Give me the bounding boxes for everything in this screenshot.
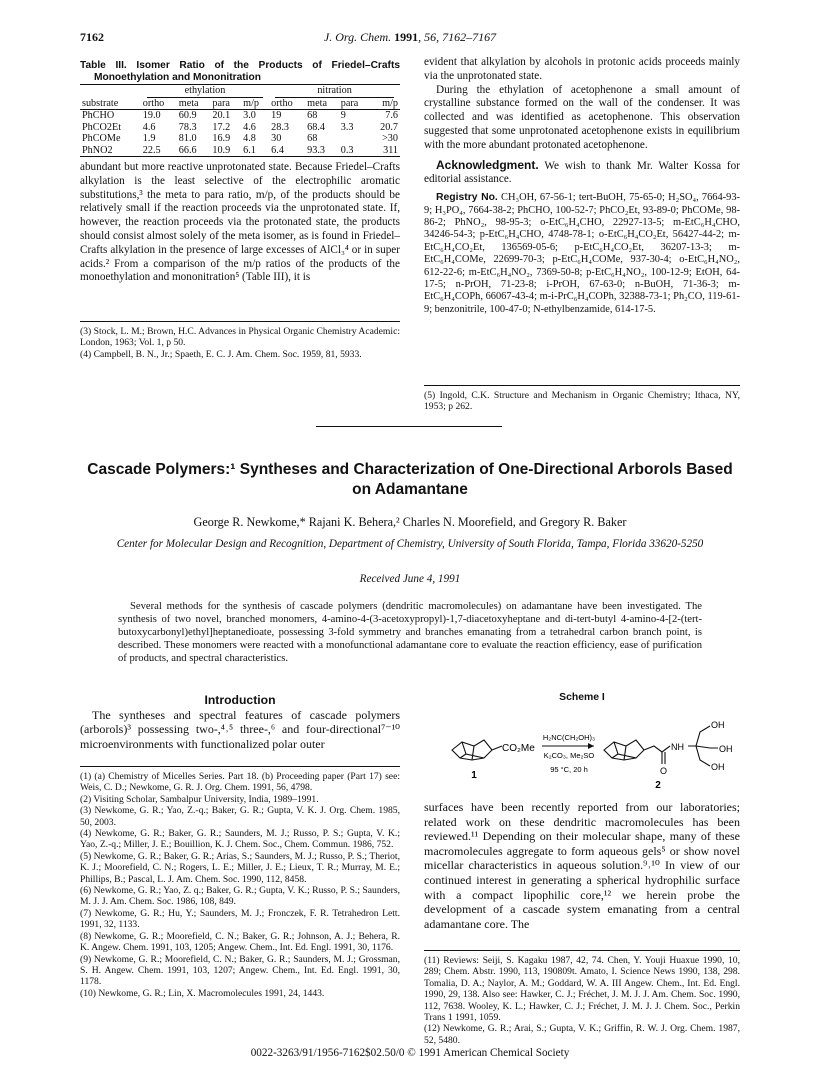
substrate-cell: PhCOMe	[82, 133, 121, 144]
conditions-label: K₂CO₃, Me₂SO	[543, 751, 595, 760]
compound-1-label: 1	[471, 770, 477, 781]
table-row	[80, 122, 400, 134]
footnotes-intro-left	[80, 766, 400, 999]
abstract	[118, 600, 702, 665]
column-header: substrate	[82, 97, 119, 109]
footnote: (7) Newkome, G. R.; Hu, Y.; Saunders, M. J.; Fronczek, F. R. Tetrahedron Lett. 1991, 32, 1133.	[80, 907, 400, 931]
running-header	[80, 30, 740, 46]
footnote: (3) Newkome, G. R.; Yao, Z.-q.; Baker, G. R.; Gupta, V. K. J. Org. Chem. 1985, 50, 2003.	[80, 805, 400, 828]
substrate-cell: PhNO2	[82, 144, 113, 156]
footnote: (10) Newkome, G. R.; Lin, X. Macromolecules 1991, 24, 1443.	[80, 987, 325, 999]
page-footer: 0022-3263/91/1956-7162$02.50/0 © 1991 American Chemical Society	[250, 1047, 570, 1059]
table-cell: 68	[307, 110, 318, 121]
footnote: (9) Newkome, G. R.; Moorefield, C. N.; Baker, G. R.; Saunders, M. J.; Grossman, S. H. Angew. Chem. 1991, 103, 1207; Angew. Chem., Int. Ed. Engl. 1991, 30, 1178.	[80, 953, 400, 988]
article-title: Cascade Polymers:¹ Syntheses and Characterization of One-Directional Arborols Based on Adamantane	[87, 461, 733, 498]
adamantane-2-icon	[604, 740, 644, 760]
footnotes-intro-right	[424, 950, 740, 1046]
footnote: (6) Newkome, G. R.; Yao, Z. q.; Baker, G. R.; Gupta, V. K.; Russo, P. S.; Saunders, M. J. J. Am. Chem. Soc. 1986, 108, 849.	[80, 885, 400, 908]
carbonyl-o-label: O	[659, 766, 668, 776]
right-column-intro	[424, 800, 740, 931]
introduction-section	[80, 694, 400, 752]
column-header: m/p	[382, 97, 398, 109]
table-cell: 6.4	[271, 144, 284, 156]
table-row	[80, 110, 400, 122]
substrate-cell: PhCO2Et	[82, 121, 122, 133]
journal-citation: J. Org. Chem. 1991, 56, 7162–7167	[323, 30, 497, 44]
table-cell: 68.4	[307, 121, 325, 133]
column-header: meta	[178, 97, 199, 109]
table-cell: 30	[271, 133, 282, 144]
scheme-reaction	[444, 712, 740, 792]
table-cell	[339, 133, 369, 145]
footnote: (4) Newkome, G. R.; Baker, G. R.; Saunders, M. J.; Russo, P. S.; Gupta, V. K.; Yao, Z.-q.; Miller, J. E.; Bouillion, K. J. Chem. Soc., Chem. Commun. 1986, 752.	[80, 828, 400, 851]
table-header-row	[80, 98, 400, 110]
table-row	[80, 145, 400, 157]
column-header: ortho	[142, 97, 165, 109]
footnote: (12) Newkome, G. R.; Arai, S.; Gupta, V. K.; Griffin, R. W. J. Org. Chem. 1987, 52, 5480.	[424, 1023, 740, 1046]
page-number: 7162	[80, 30, 104, 44]
hydroxyl-label: OH	[719, 744, 733, 754]
column-header: meta	[307, 97, 327, 109]
temperature-label: 95 °C, 20 h	[550, 765, 588, 774]
compound-2-label: 2	[655, 780, 661, 791]
table-cell: >30	[382, 133, 398, 144]
body-paragraph: evident that alkylation by alcohols in protonic acids proceeds mainly via the unprotonated state.	[424, 56, 740, 82]
table-cell: 17.2	[212, 121, 231, 133]
table-cell: 0.3	[340, 144, 354, 156]
group-header-ethylation: ethylation	[141, 85, 269, 98]
received-date: Received June 4, 1991	[359, 573, 461, 585]
table-cell: 19.0	[142, 110, 161, 121]
table-cell: 60.9	[178, 110, 197, 121]
column-header: ortho	[271, 97, 293, 109]
table-cell: 68	[307, 133, 318, 144]
section-heading: Introduction	[204, 693, 276, 707]
body-paragraph: surfaces have been recently reported from our laboratories; related work on these dendritic macromolecules has been reviewed.¹¹ Depending on their molecular shape, many of these macromolecules aggregate to form aqueous gels⁵ or show novel micellar characteristics in aqueous solution.⁹˒¹⁰ In view of our continued interest in generating a spherical hydrophilic surface with a compact lipophilic core,¹² we herein probe the development of a cascade system emanating from a central adamantane core. The	[424, 800, 740, 931]
table-cell: 3.0	[243, 110, 256, 121]
table-cell: 78.3	[178, 121, 197, 133]
table-cell: 6.1	[243, 144, 256, 156]
table-cell: 16.9	[212, 133, 231, 144]
footnotes-left-top	[80, 321, 400, 360]
table-cell: 4.6	[142, 121, 156, 133]
table-cell: 93.3	[307, 144, 325, 156]
registry-numbers: Registry No. CH₃OH, 67-56-1; tert-BuOH, 75-65-0; H₂SO₄, 7664-93-9; H₃PO₄, 7664-38-2; PhCHO, 100-52-7; PhCO₂Et, 93-89-0; PhCOMe, 98-86-2; PhNO₂, 98-95-3; o-EtC₆H₄CHO, 22927-13-5; m-EtC₆H₄CHO, 34246-54-3; p-EtC₆H₄CHO, 4748-78-1; o-EtC₆H₄CO₂Et, 56427-44-2; m-EtC₆H₄CO₂Et, 136569-05-6; p-EtC₆H₄CO₂Et, 36207-13-3; m-EtC₆H₄COMe, 22699-70-3; p-EtC₆H₄COMe, 937-30-4; o-EtC₆H₄NO₂, 612-22-6; m-EtC₆H₄NO₂, 7369-50-8; p-EtC₆H₄NO₂, 100-12-9; EtOH, 64-17-5; n-PrOH, 71-23-8; i-PrOH, 67-63-0; n-BuOH, 71-36-3; m-EtC₆H₄COPh, 66067-43-4; m-i-PrC₆H₄COPh, 32388-73-1; Ph₂CO, 119-61-9; benzonitrile, 100-47-0; N-ethylbenzamide, 614-17-5.	[424, 192, 740, 315]
adamantane-1-icon	[452, 740, 492, 760]
article-separator	[316, 426, 502, 427]
footnotes-right-top	[424, 385, 740, 413]
body-paragraph: During the ethylation of acetophenone a small amount of crystalline substance formed on the wall of the condenser. It was collected and was identified as acetophenone. This observation suggested that some unprotonated acetophenone exists in equilibrium with the more abundant protonated acetophenone.	[424, 83, 740, 151]
substrate-cell: PhCHO	[82, 110, 115, 121]
table-cell: 7.6	[385, 110, 398, 121]
column-header: para	[340, 97, 359, 109]
column-header: para	[212, 97, 230, 109]
isomer-ratio-table	[80, 84, 400, 157]
table-cell: 4.6	[243, 121, 256, 133]
column-header: m/p	[243, 97, 260, 109]
table-cell: 66.6	[178, 144, 197, 156]
table-cell: 10.9	[212, 144, 231, 156]
footnote: (2) Visiting Scholar, Sambalpur University, India, 1989–1991.	[80, 793, 319, 805]
table-cell: 4.8	[243, 133, 256, 144]
nh-label: NH	[671, 742, 684, 752]
footnote: (11) Reviews: Seiji, S. Kagaku 1987, 42, 74. Chen, Y. Youji Huaxue 1990, 10, 289; Chem. Abstr. 1990, 113, 190809t. Amato, I. Science News 1990, 138, 298. Tomalia, D. A.; Naylor, A. M.; Goddard, W. A. III Angew. Chem., Int. Ed. Engl. 1990, 29, 138. Also see: Hawker, C. J.; Fréchet, J. M. J. J. Am. Chem. Soc. 1990, 112, 7638. Wooley, K. L.; Hawker, C. J.; Fréchet, J. M. J. J. Chem. Soc., Perkin Trans 1 1991, 1059.	[424, 955, 740, 1024]
abstract-text: Several methods for the synthesis of cascade polymers (dendritic macromolecules) on adamantane have been investigated. The synthesis of two novel, branched monomers, 4-amino-4-(3-acetoxypropyl)-1,7-diacetoxyheptane and di-tert-butyl 4-amino-4-[2-(tert-butoxycarbonyl)ethyl]heptanedioate, possessing 3-fold symmetry and branches emanating from a tetrahedral carbon branch point, is described. These monomers were reacted with a monofunctional adamantane core to evaluate the reaction efficiency, ease of purification of products, and spectral characteristics.	[118, 601, 702, 664]
table-cell: 20.7	[380, 121, 398, 133]
table-row	[80, 133, 400, 145]
footnote: (1) (a) Chemistry of Micelles Series. Part 18. (b) Proceeding paper (Part 17) see: Weis, C. D.; Newkome, G. R. J. Org. Chem. 1991, 56, 4798.	[80, 771, 400, 794]
footnote: (5) Newkome, G. R.; Baker, G. R.; Arias, S.; Saunders, M. J.; Russo, P. S.; Theriot, K. J.; Moorefield, C. N.; Rogers, L. E.; Miller, J. E.; Lieux, T. R.; Murray, M. E.; Phillips, B.; Pascal, L. J. Am. Chem. Soc. 1990, 112, 8458.	[80, 850, 400, 885]
acknowledgment: Acknowledgment. We wish to thank Mr. Walter Kossa for editorial assistance.	[424, 157, 740, 186]
table-cell: 20.1	[212, 110, 231, 121]
article-authors: George R. Newkome,* Rajani K. Behera,² Charles N. Moorefield, and Gregory R. Baker	[193, 515, 627, 529]
body-paragraph: The syntheses and spectral features of cascade polymers (arborols)³ possessing two-,⁴˒⁵ three-,⁶ and four-directional⁷⁻¹⁰ microenvironments with functionalized polar outer	[80, 707, 400, 751]
group-header-nitration: nitration	[269, 85, 400, 98]
table-cell: 311	[383, 144, 398, 156]
table-cell: 9	[340, 110, 346, 121]
table-cell: 28.3	[271, 121, 289, 133]
table-cell: 1.9	[142, 133, 156, 144]
table-cell: 81.0	[178, 133, 197, 144]
right-column-top	[424, 56, 740, 316]
footnote: (4) Campbell, B. N., Jr.; Spaeth, E. C. J. Am. Chem. Soc. 1959, 81, 5933.	[80, 348, 362, 360]
table-caption: Table III. Isomer Ratio of the Products of Friedel–Crafts Monoethylation and Mononitration	[80, 60, 401, 83]
left-column-top	[80, 60, 400, 285]
ester-label: CO₂Me	[502, 743, 535, 754]
table-cell: 22.5	[142, 144, 161, 156]
footnote: (8) Newkome, G. R.; Moorefield, C. N.; Baker, G. R.; Johnson, A. J.; Behera, R. K. Angew. Chem. 1991, 103, 1205; Angew. Chem., Int. Ed. Engl. 1991, 30, 1176.	[80, 930, 400, 954]
article-affiliation: Center for Molecular Design and Recognition, Department of Chemistry, University of South Florida, Tampa, Florida 33620-5250	[116, 538, 704, 550]
table-cell: 19	[271, 110, 282, 121]
table-cell: 3.3	[340, 121, 354, 133]
footnote: (3) Stock, L. M.; Brown, H.C. Advances in Physical Organic Chemistry Academic: London, 1963; Vol. 1, p 50.	[80, 326, 400, 349]
hydroxyl-label: OH	[711, 762, 725, 772]
scheme-title: Scheme I	[559, 692, 605, 703]
footnote: (5) Ingold, C.K. Structure and Mechanism in Organic Chemistry; Ithaca, NY, 1953; p 262.	[424, 390, 740, 413]
body-paragraph: abundant but more reactive unprotonated state. Because Friedel–Crafts alkylation is the least selective of the electrophilic aromatic substitutions,³ the meta to para ratio, m/p, of the products should be relatively small if the reaction proceeds via the unprotonated state. If, however, the reaction proceeds via the protonated state, the products should consist almost solely of the meta isomer, as is found in Friedel–Crafts alkylation in the presence of large excesses of AlCl₃⁴ or in super acids.² From a comparison of the m/p ratios of the products of the monoethylation and mononitration⁵ (Table III), it is	[80, 161, 400, 284]
hydroxyl-label: OH	[711, 720, 725, 730]
reagent-label: H₂NC(CH₂OH)₃	[542, 733, 596, 742]
